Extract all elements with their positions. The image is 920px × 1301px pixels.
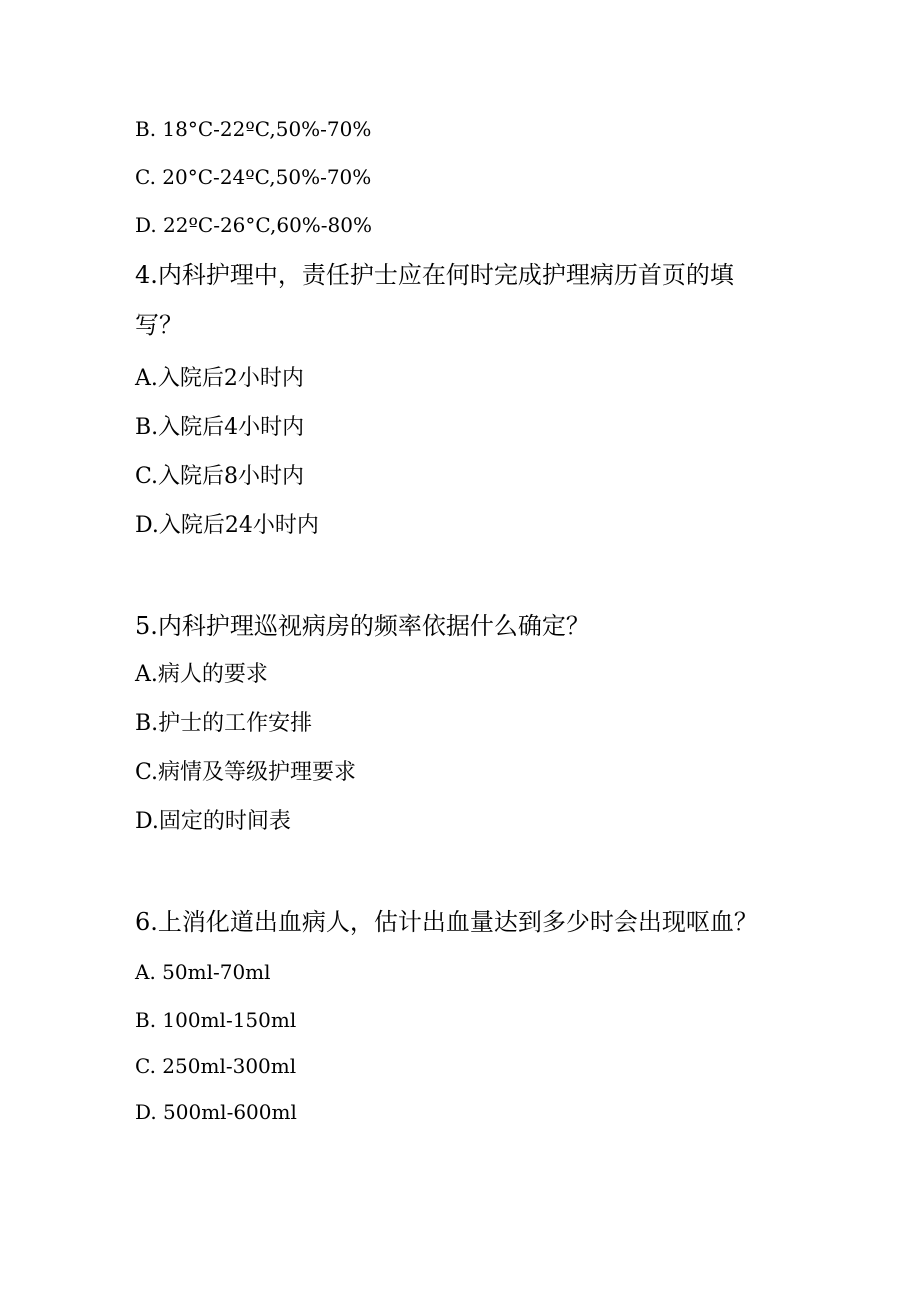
q4-stem-line1: 4.内科护理中，责任护士应在何时完成护理病历首页的填 bbox=[135, 261, 734, 289]
q4-stem-line2: 写？ bbox=[135, 311, 183, 339]
q4-option-a: A.入院后2小时内 bbox=[135, 366, 304, 391]
q6-stem: 6.上消化道出血病人，估计出血量达到多少时会出现呕血？ bbox=[135, 908, 758, 936]
q5-option-d: D.固定的时间表 bbox=[135, 809, 291, 834]
q5-option-a: A.病人的要求 bbox=[135, 662, 268, 687]
q4-option-c: C.入院后8小时内 bbox=[135, 464, 305, 489]
q4-option-b: B.入院后4小时内 bbox=[135, 415, 305, 440]
q6-option-c: C. 250ml-300ml bbox=[135, 1054, 297, 1078]
q3-option-c: C. 20°C-24ºC,50%-70% bbox=[135, 165, 372, 189]
q5-option-b: B.护士的工作安排 bbox=[135, 711, 313, 736]
q6-option-d: D. 500ml-600ml bbox=[135, 1100, 297, 1124]
q6-option-b: B. 100ml-150ml bbox=[135, 1008, 297, 1032]
q3-option-b: B. 18°C-22ºC,50%-70% bbox=[135, 117, 372, 141]
q3-option-d: D. 22ºC-26°C,60%-80% bbox=[135, 213, 373, 237]
q5-stem: 5.内科护理巡视病房的频率依据什么确定？ bbox=[135, 612, 590, 640]
q4-option-d: D.入院后24小时内 bbox=[135, 513, 319, 538]
q5-option-c: C.病情及等级护理要求 bbox=[135, 760, 357, 785]
q6-option-a: A. 50ml-70ml bbox=[135, 960, 271, 984]
